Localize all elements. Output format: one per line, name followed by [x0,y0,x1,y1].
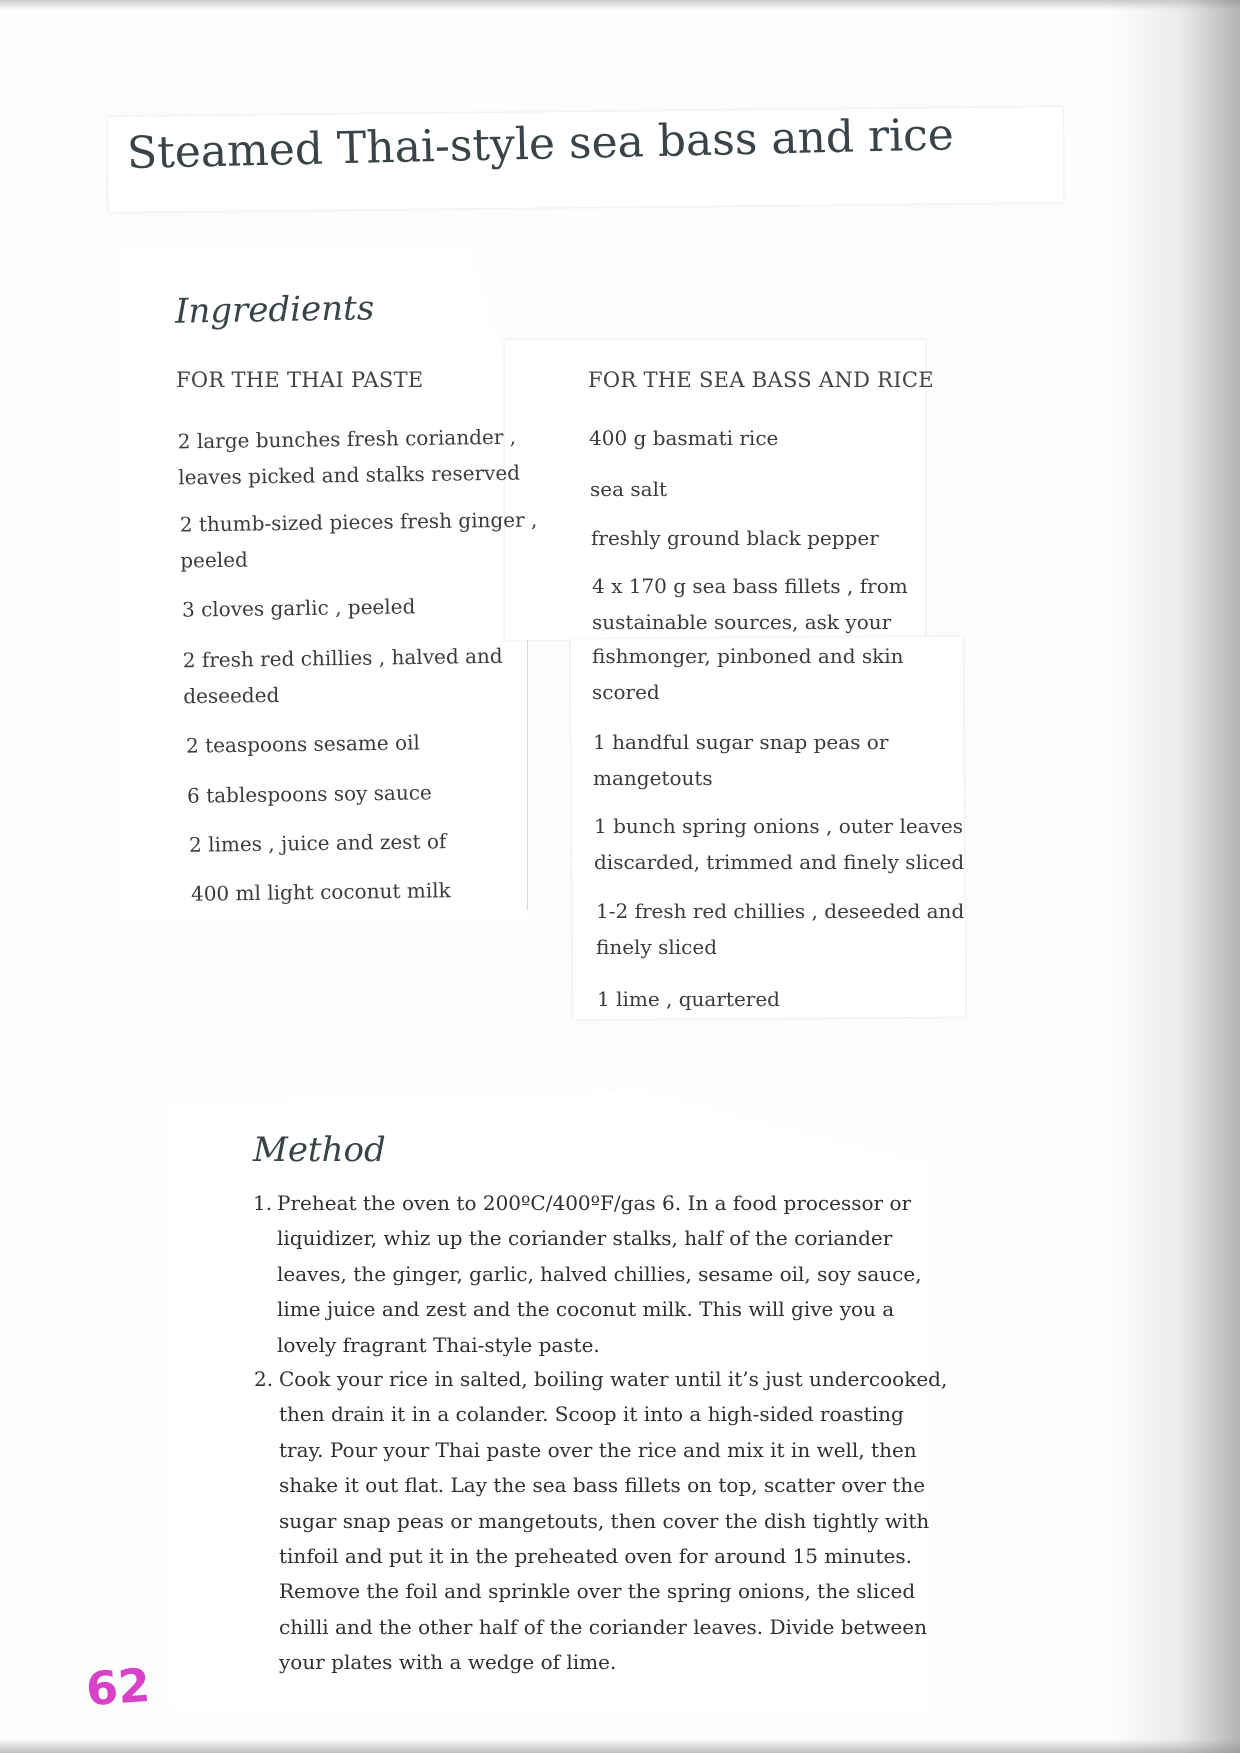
ingredient-line: finely sliced [596,935,718,959]
method-heading: Method [253,1130,386,1170]
ingredient-line: 6 tablespoons soy sauce [186,780,432,808]
ingredient-line: sea salt [590,477,668,501]
ingredient-line: 2 limes , juice and zest of [188,829,447,857]
column-divider [527,640,528,910]
list-item [594,808,964,880]
sea-bass-rice-label: FOR THE SEA BASS AND RICE [588,368,934,392]
list-item [191,872,451,912]
step-line: chilli and the other half of the coriander leaves. Divide between [279,1614,927,1639]
list-item [592,568,908,710]
step-line: your plates with a wedge of lime. [279,1650,617,1675]
ingredient-line: deseeded [183,682,280,709]
list-item [591,520,879,556]
list-item [189,823,447,863]
ingredient-line: mangetouts [593,766,713,790]
ingredient-line: 1 handful sugar snap peas or [593,730,889,754]
ingredient-line: leaves picked and stalks reserved [178,460,521,490]
ingredients-heading: Ingredients [174,288,375,332]
ingredient-line: 4 x 170 g sea bass fillets , from [592,574,908,598]
ingredient-line: 2 thumb-sized pieces fresh ginger , [179,507,538,537]
ingredient-line: 1 lime , quartered [597,987,780,1011]
list-item [182,588,416,627]
step-line: leaves, the ginger, garlic, halved chillies, sesame oil, soy sauce, [277,1261,922,1286]
step-line: lovely fragrant Thai-style paste. [277,1332,600,1357]
recipe-title: Steamed Thai-style sea bass and rice [126,109,955,179]
step-line: then drain it in a colander. Scoop it into a high-sided roasting [279,1402,904,1427]
page-edge-shadow-bottom [0,1739,1240,1753]
step-line: Cook your rice in salted, boiling water until it’s just undercooked, [279,1367,948,1391]
ingredient-line: freshly ground black pepper [591,526,879,550]
list-item [593,724,888,796]
step-line: shake it out flat. Lay the sea bass fillets on top, scatter over the [279,1473,926,1498]
list-item [590,471,667,507]
list-item [596,893,964,965]
step-line: liquidizer, whiz up the coriander stalks, half of the coriander [277,1226,893,1251]
ingredient-line: fishmonger, pinboned and skin [592,644,904,668]
step-line: tray. Pour your Thai paste over the rice and mix it in well, then [279,1437,917,1462]
step-line: Preheat the oven to 200ºC/400ºF/gas 6. In a food processor or [277,1191,912,1215]
list-item [183,638,504,714]
step-line: lime juice and zest and the coconut milk. This will give you a [277,1297,895,1322]
thai-paste-label: FOR THE THAI PASTE [176,368,424,392]
step-line: sugar snap peas or mangetouts, then cover the dish tightly with [279,1508,930,1533]
ingredient-line: 2 teaspoons sesame oil [185,730,420,758]
method-step [277,1186,922,1363]
method-step [279,1362,947,1681]
ingredient-line: peeled [180,547,248,573]
ingredient-line: discarded, trimmed and finely sliced [594,850,965,874]
step-number: 2. [254,1367,274,1391]
ingredient-line: 3 cloves garlic , peeled [181,594,416,622]
list-item [589,420,778,456]
page-edge-shadow-right [1110,0,1240,1753]
list-item [178,419,521,496]
ingredient-line: 1 bunch spring onions , outer leaves [594,814,963,838]
thai-paste-paper-strip [118,244,528,924]
handwritten-page-number: 62 [84,1657,152,1717]
step-number: 1. [253,1191,273,1215]
ingredient-line: 2 large bunches fresh coriander , [177,424,517,454]
ingredient-line: 400 ml light coconut milk [190,878,451,906]
ingredient-line: 2 fresh red chillies , halved and [182,643,503,673]
ingredient-line: 400 g basmati rice [589,426,779,450]
list-item [187,774,432,813]
ingredient-line: scored [592,680,660,704]
list-item [186,724,420,763]
list-item [180,502,539,579]
ingredient-line: sustainable sources, ask your [592,610,892,634]
step-line: tinfoil and put it in the preheated oven for around 15 minutes. [279,1544,913,1569]
list-item [597,981,780,1017]
step-line: Remove the foil and sprinkle over the spring onions, the sliced [279,1579,916,1604]
page-edge-shadow-top [0,0,1240,10]
ingredient-line: 1-2 fresh red chillies , deseeded and [596,899,965,923]
